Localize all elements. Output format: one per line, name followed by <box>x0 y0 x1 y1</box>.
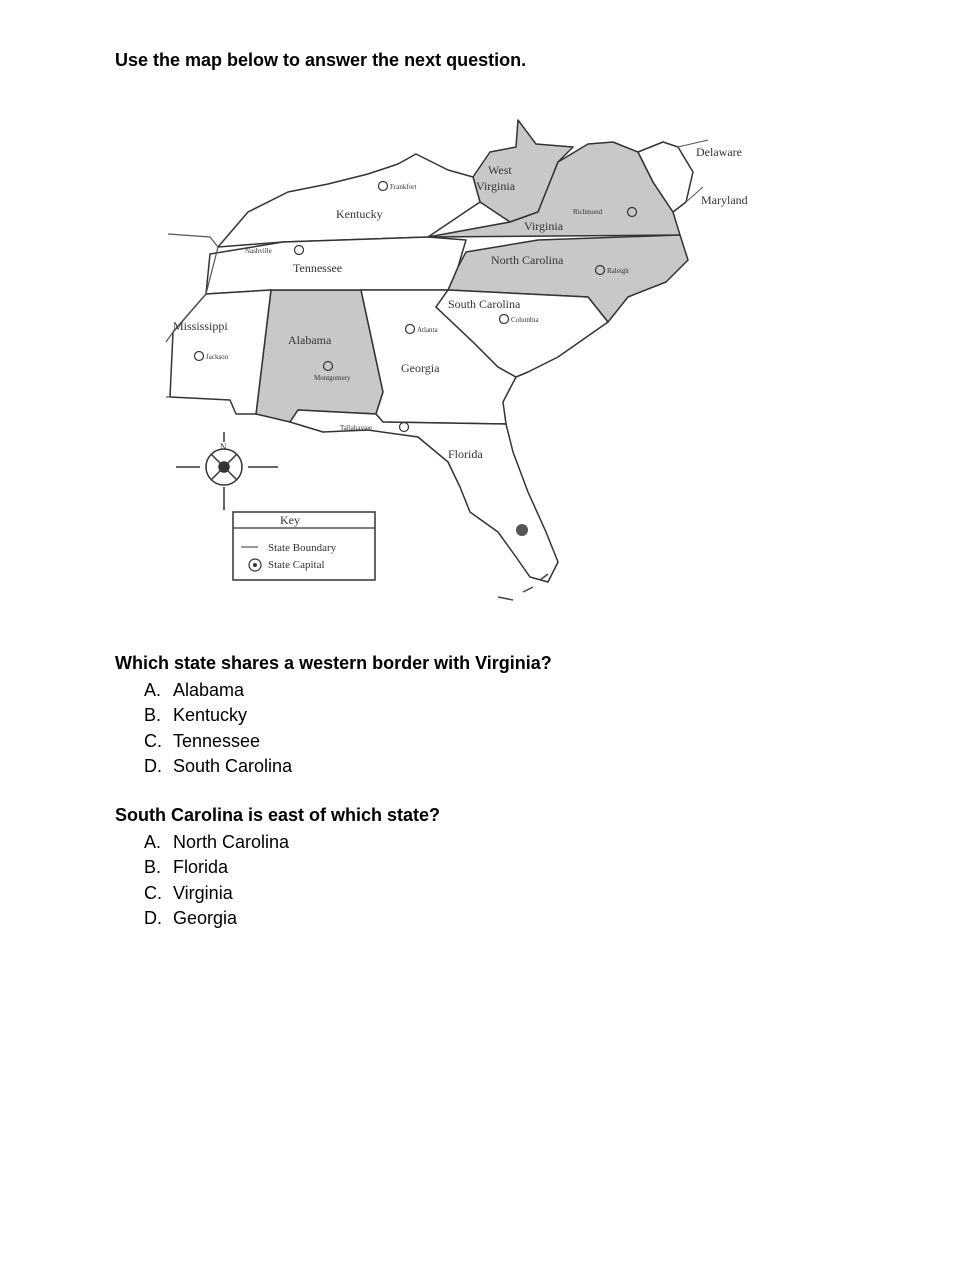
choice-item[interactable] <box>144 729 552 754</box>
instruction-text: Use the map below to answer the next question. <box>115 50 527 70</box>
choice-letter: C. <box>144 882 162 903</box>
choice-text: Tennessee <box>173 730 261 751</box>
compass-north-label: N <box>220 442 227 452</box>
label-richmond: Richmond <box>573 208 603 216</box>
map-svg <box>118 92 798 612</box>
label-delaware: Delaware <box>696 145 742 159</box>
label-alabama: Alabama <box>288 333 332 347</box>
choice-letter: D. <box>144 755 162 776</box>
label-south-carolina: South Carolina <box>448 297 521 311</box>
choice-text: South Carolina <box>173 755 293 776</box>
question-2-choices <box>115 830 440 931</box>
choice-text: Alabama <box>173 680 245 700</box>
label-montgomery: Montgomery <box>314 374 351 382</box>
label-west-virginia-line2: Virginia <box>476 179 516 193</box>
state-alabama <box>256 290 383 422</box>
label-georgia: Georgia <box>401 361 440 375</box>
label-virginia: Virginia <box>524 219 564 233</box>
state-kentucky <box>218 154 480 247</box>
key-title: Key <box>280 513 300 527</box>
question-1-choices <box>115 678 552 779</box>
label-jackson: Jackson <box>206 353 229 361</box>
choice-item[interactable] <box>144 881 440 906</box>
question-2-text: South Carolina is east of which state? <box>115 805 441 825</box>
choice-item[interactable] <box>144 678 552 703</box>
label-mississippi: Mississippi <box>173 319 228 333</box>
choice-text: Virginia <box>173 882 233 903</box>
label-north-carolina: North Carolina <box>491 253 564 267</box>
choice-text: Georgia <box>173 907 238 928</box>
label-kentucky: Kentucky <box>336 207 383 221</box>
choice-letter: A. <box>144 680 162 700</box>
key-boundary: State Boundary <box>268 542 337 554</box>
choice-letter: C. <box>144 730 162 751</box>
label-raleigh: Raleigh <box>607 267 629 275</box>
label-atlanta: Atlanta <box>417 326 438 334</box>
choice-text: Kentucky <box>173 705 248 726</box>
label-frankfort: Frankfort <box>390 183 417 191</box>
compass-rose-icon <box>176 432 278 510</box>
state-mississippi <box>170 290 271 414</box>
choice-item[interactable] <box>144 855 440 880</box>
label-maryland: Maryland <box>701 193 748 207</box>
label-nashville: Nashville <box>245 247 272 255</box>
question-1 <box>115 652 552 779</box>
choice-text: Florida <box>173 857 229 878</box>
choice-letter: B. <box>144 705 162 726</box>
choice-text: North Carolina <box>173 832 290 852</box>
label-columbia: Columbia <box>511 316 539 324</box>
map-key <box>233 512 375 580</box>
choice-letter: B. <box>144 857 162 878</box>
choice-letter: D. <box>144 907 162 928</box>
choice-item[interactable] <box>144 830 440 855</box>
label-tennessee: Tennessee <box>293 261 343 275</box>
question-2 <box>115 804 440 931</box>
choice-item[interactable] <box>144 703 552 728</box>
key-capital: State Capital <box>268 559 325 571</box>
florida-dot-icon <box>516 524 528 536</box>
label-tallahassee: Tallahassee <box>340 424 373 432</box>
choice-item[interactable] <box>144 754 552 779</box>
question-1-text: Which state shares a western border with Virginia? <box>115 653 552 673</box>
choice-letter: A. <box>144 832 162 852</box>
label-west-virginia-line1: West <box>488 163 512 177</box>
choice-item[interactable] <box>144 906 440 931</box>
southeast-map <box>118 92 798 612</box>
label-florida: Florida <box>448 447 483 461</box>
